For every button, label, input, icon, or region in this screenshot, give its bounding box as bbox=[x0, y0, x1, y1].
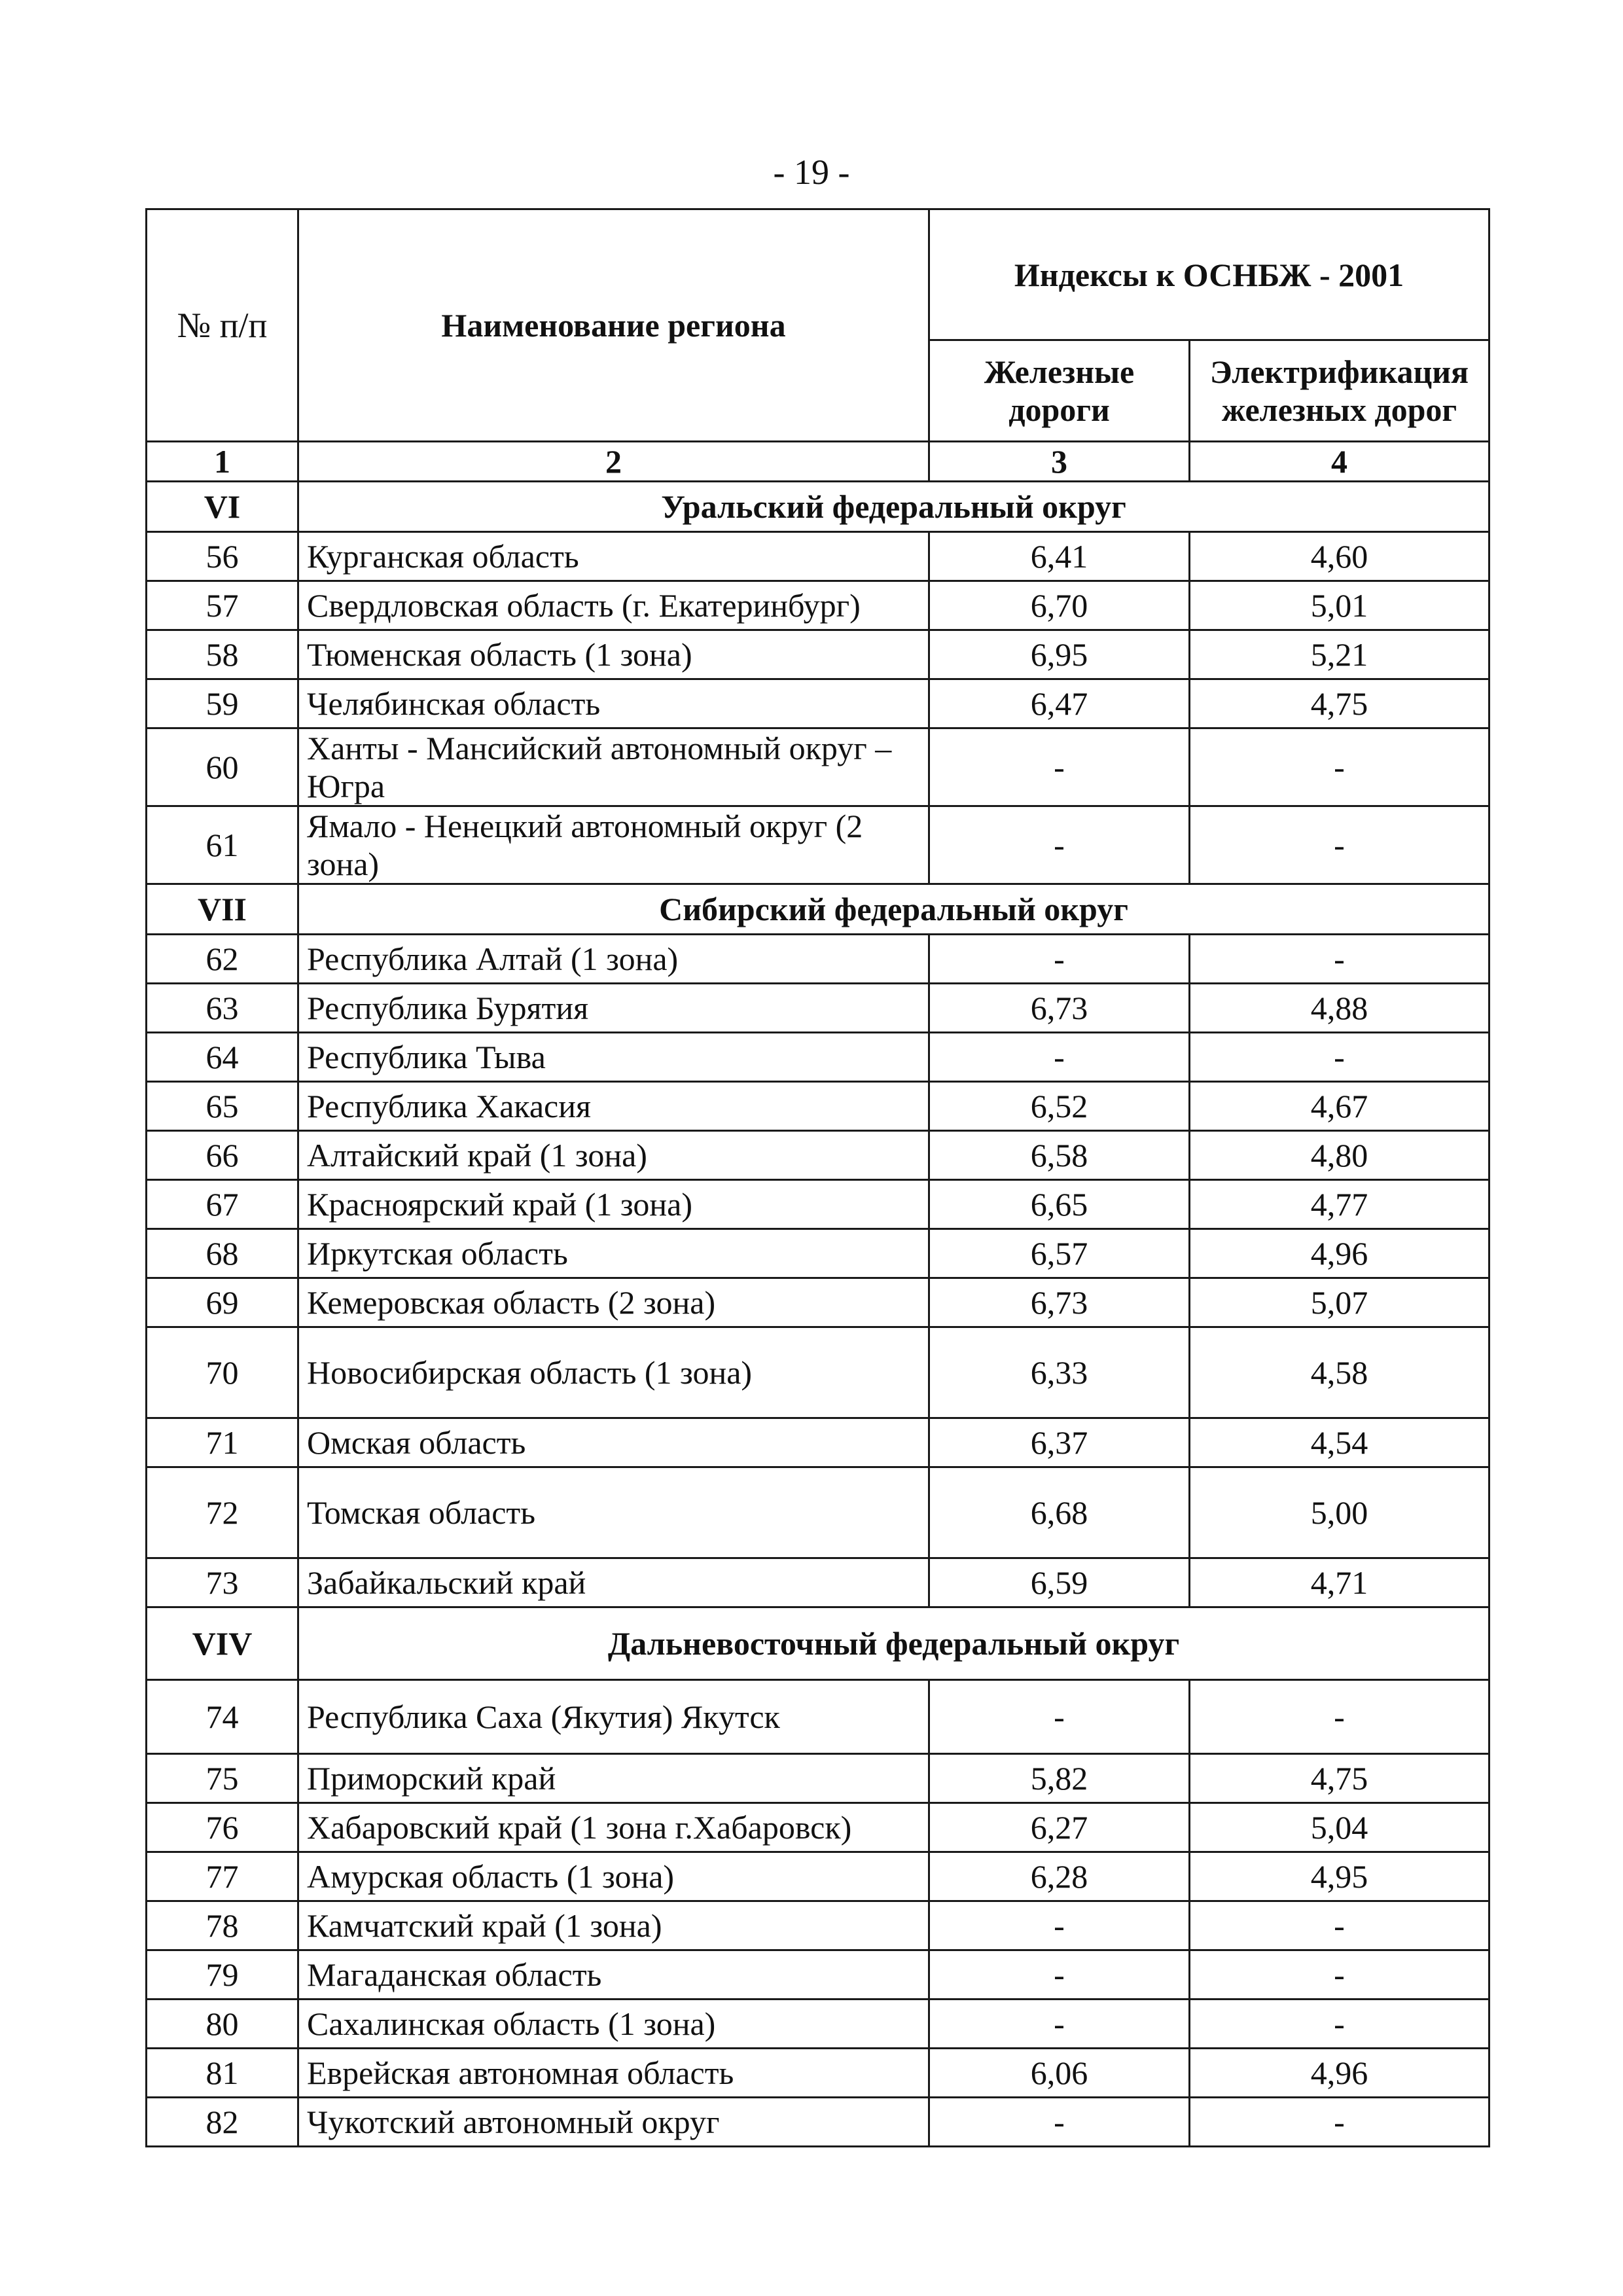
table-row bbox=[147, 1950, 1489, 2000]
row-number: 57 bbox=[147, 581, 298, 630]
district-row bbox=[147, 1607, 1489, 1680]
electrification-index: 4,80 bbox=[1190, 1131, 1489, 1180]
rail-index: 5,82 bbox=[929, 1754, 1190, 1803]
table-row bbox=[147, 1901, 1489, 1950]
column-number: 2 bbox=[298, 442, 929, 482]
district-number: VI bbox=[147, 482, 298, 532]
row-number: 60 bbox=[147, 728, 298, 806]
region-name: Амурская область (1 зона) bbox=[298, 1852, 929, 1901]
row-number: 59 bbox=[147, 679, 298, 728]
header-col-group: Индексы к ОСНБЖ - 2001 bbox=[929, 209, 1489, 340]
district-row bbox=[147, 482, 1489, 532]
row-number: 62 bbox=[147, 935, 298, 984]
electrification-index: 4,71 bbox=[1190, 1558, 1489, 1607]
row-number: 78 bbox=[147, 1901, 298, 1950]
rail-index: 6,33 bbox=[929, 1327, 1190, 1418]
rail-index: 6,28 bbox=[929, 1852, 1190, 1901]
row-number: 76 bbox=[147, 1803, 298, 1852]
table-row bbox=[147, 806, 1489, 884]
column-number: 1 bbox=[147, 442, 298, 482]
region-name: Омская область bbox=[298, 1418, 929, 1467]
table-row bbox=[147, 581, 1489, 630]
rail-index: - bbox=[929, 2098, 1190, 2147]
row-number: 64 bbox=[147, 1033, 298, 1082]
rail-index: 6,95 bbox=[929, 630, 1190, 679]
row-number: 65 bbox=[147, 1082, 298, 1131]
table-row bbox=[147, 728, 1489, 806]
region-name: Магаданская область bbox=[298, 1950, 929, 2000]
rail-index: - bbox=[929, 2000, 1190, 2049]
electrification-index: 5,21 bbox=[1190, 630, 1489, 679]
table-row bbox=[147, 679, 1489, 728]
table-body bbox=[147, 209, 1489, 2147]
row-number: 63 bbox=[147, 984, 298, 1033]
region-name: Забайкальский край bbox=[298, 1558, 929, 1607]
page-number: - 19 - bbox=[773, 152, 850, 192]
table-row bbox=[147, 1131, 1489, 1180]
rail-index: 6,58 bbox=[929, 1131, 1190, 1180]
region-name: Красноярский край (1 зона) bbox=[298, 1180, 929, 1229]
row-number: 79 bbox=[147, 1950, 298, 2000]
electrification-index: 5,00 bbox=[1190, 1467, 1489, 1558]
region-name: Республика Тыва bbox=[298, 1033, 929, 1082]
table-row bbox=[147, 1680, 1489, 1754]
table-row bbox=[147, 1558, 1489, 1607]
region-name: Чукотский автономный округ bbox=[298, 2098, 929, 2147]
electrification-index: - bbox=[1190, 935, 1489, 984]
row-number: 56 bbox=[147, 532, 298, 581]
region-name: Курганская область bbox=[298, 532, 929, 581]
electrification-index: - bbox=[1190, 2098, 1489, 2147]
electrification-index: 4,58 bbox=[1190, 1327, 1489, 1418]
row-number: 73 bbox=[147, 1558, 298, 1607]
electrification-index: 4,95 bbox=[1190, 1852, 1489, 1901]
row-number: 80 bbox=[147, 2000, 298, 2049]
region-name: Республика Бурятия bbox=[298, 984, 929, 1033]
table-row bbox=[147, 1852, 1489, 1901]
region-name: Новосибирская область (1 зона) bbox=[298, 1327, 929, 1418]
row-number: 81 bbox=[147, 2049, 298, 2098]
row-number: 66 bbox=[147, 1131, 298, 1180]
electrification-index: 5,07 bbox=[1190, 1278, 1489, 1327]
row-number: 77 bbox=[147, 1852, 298, 1901]
district-name: Дальневосточный федеральный округ bbox=[298, 1607, 1489, 1680]
region-name: Сахалинская область (1 зона) bbox=[298, 2000, 929, 2049]
electrification-index: - bbox=[1190, 806, 1489, 884]
rail-index: 6,06 bbox=[929, 2049, 1190, 2098]
rail-index: - bbox=[929, 1033, 1190, 1082]
region-name: Республика Хакасия bbox=[298, 1082, 929, 1131]
header-col-rail: Железные дороги bbox=[929, 340, 1190, 442]
region-name: Кемеровская область (2 зона) bbox=[298, 1278, 929, 1327]
rail-index: - bbox=[929, 1680, 1190, 1754]
table-row bbox=[147, 1327, 1489, 1418]
table-row bbox=[147, 935, 1489, 984]
region-name: Республика Алтай (1 зона) bbox=[298, 935, 929, 984]
rail-index: 6,68 bbox=[929, 1467, 1190, 1558]
row-number: 82 bbox=[147, 2098, 298, 2147]
rail-index: 6,57 bbox=[929, 1229, 1190, 1278]
rail-index: 6,65 bbox=[929, 1180, 1190, 1229]
column-number: 3 bbox=[929, 442, 1190, 482]
region-name: Республика Саха (Якутия) Якутск bbox=[298, 1680, 929, 1754]
region-name: Камчатский край (1 зона) bbox=[298, 1901, 929, 1950]
table-row bbox=[147, 1278, 1489, 1327]
table-row bbox=[147, 984, 1489, 1033]
region-name: Еврейская автономная область bbox=[298, 2049, 929, 2098]
header-row bbox=[147, 209, 1489, 340]
region-name: Свердловская область (г. Екатеринбург) bbox=[298, 581, 929, 630]
row-number: 58 bbox=[147, 630, 298, 679]
header-col-num: № п/п bbox=[147, 209, 298, 442]
table-row bbox=[147, 1754, 1489, 1803]
district-number: VII bbox=[147, 884, 298, 935]
row-number: 75 bbox=[147, 1754, 298, 1803]
region-name: Челябинская область bbox=[298, 679, 929, 728]
electrification-index: 4,60 bbox=[1190, 532, 1489, 581]
electrification-index: - bbox=[1190, 1901, 1489, 1950]
rail-index: 6,73 bbox=[929, 1278, 1190, 1327]
electrification-index: 4,54 bbox=[1190, 1418, 1489, 1467]
rail-index: - bbox=[929, 728, 1190, 806]
electrification-index: 4,88 bbox=[1190, 984, 1489, 1033]
table-row bbox=[147, 1803, 1489, 1852]
rail-index: 6,52 bbox=[929, 1082, 1190, 1131]
column-number: 4 bbox=[1190, 442, 1489, 482]
rail-index: 6,70 bbox=[929, 581, 1190, 630]
table-row bbox=[147, 1229, 1489, 1278]
electrification-index: - bbox=[1190, 2000, 1489, 2049]
region-name: Ханты - Мансийский автономный округ – Югра bbox=[298, 728, 929, 806]
row-number: 70 bbox=[147, 1327, 298, 1418]
row-number: 67 bbox=[147, 1180, 298, 1229]
header-col-region: Наименование региона bbox=[298, 209, 929, 442]
table-row bbox=[147, 1033, 1489, 1082]
district-row bbox=[147, 884, 1489, 935]
row-number: 68 bbox=[147, 1229, 298, 1278]
header-col-electro: Электрификация железных дорог bbox=[1190, 340, 1489, 442]
district-number: VIV bbox=[147, 1607, 298, 1680]
rail-index: 6,41 bbox=[929, 532, 1190, 581]
table-row bbox=[147, 2049, 1489, 2098]
table-row bbox=[147, 2000, 1489, 2049]
row-number: 61 bbox=[147, 806, 298, 884]
region-name: Томская область bbox=[298, 1467, 929, 1558]
region-name: Тюменская область (1 зона) bbox=[298, 630, 929, 679]
electrification-index: - bbox=[1190, 1950, 1489, 2000]
electrification-index: 5,01 bbox=[1190, 581, 1489, 630]
electrification-index: - bbox=[1190, 1033, 1489, 1082]
rail-index: 6,47 bbox=[929, 679, 1190, 728]
rail-index: 6,37 bbox=[929, 1418, 1190, 1467]
region-name: Иркутская область bbox=[298, 1229, 929, 1278]
electrification-index: - bbox=[1190, 1680, 1489, 1754]
row-number: 69 bbox=[147, 1278, 298, 1327]
row-number: 74 bbox=[147, 1680, 298, 1754]
electrification-index: 4,77 bbox=[1190, 1180, 1489, 1229]
electrification-index: - bbox=[1190, 728, 1489, 806]
rail-index: 6,59 bbox=[929, 1558, 1190, 1607]
region-name: Приморский край bbox=[298, 1754, 929, 1803]
table-row bbox=[147, 1467, 1489, 1558]
rail-index: - bbox=[929, 1901, 1190, 1950]
table-row bbox=[147, 532, 1489, 581]
district-name: Сибирский федеральный округ bbox=[298, 884, 1489, 935]
electrification-index: 4,96 bbox=[1190, 2049, 1489, 2098]
region-name: Хабаровский край (1 зона г.Хабаровск) bbox=[298, 1803, 929, 1852]
region-name: Алтайский край (1 зона) bbox=[298, 1131, 929, 1180]
electrification-index: 4,75 bbox=[1190, 1754, 1489, 1803]
table-row bbox=[147, 630, 1489, 679]
electrification-index: 4,67 bbox=[1190, 1082, 1489, 1131]
rail-index: - bbox=[929, 1950, 1190, 2000]
electrification-index: 4,96 bbox=[1190, 1229, 1489, 1278]
district-name: Уральский федеральный округ bbox=[298, 482, 1489, 532]
table-row bbox=[147, 1180, 1489, 1229]
row-number: 72 bbox=[147, 1467, 298, 1558]
rail-index: - bbox=[929, 935, 1190, 984]
region-index-table bbox=[145, 208, 1490, 2147]
table-row bbox=[147, 1082, 1489, 1131]
column-number-row bbox=[147, 442, 1489, 482]
region-name: Ямало - Ненецкий автономный округ (2 зона) bbox=[298, 806, 929, 884]
electrification-index: 4,75 bbox=[1190, 679, 1489, 728]
rail-index: - bbox=[929, 806, 1190, 884]
rail-index: 6,27 bbox=[929, 1803, 1190, 1852]
electrification-index: 5,04 bbox=[1190, 1803, 1489, 1852]
rail-index: 6,73 bbox=[929, 984, 1190, 1033]
table-row bbox=[147, 1418, 1489, 1467]
table-row bbox=[147, 2098, 1489, 2147]
row-number: 71 bbox=[147, 1418, 298, 1467]
